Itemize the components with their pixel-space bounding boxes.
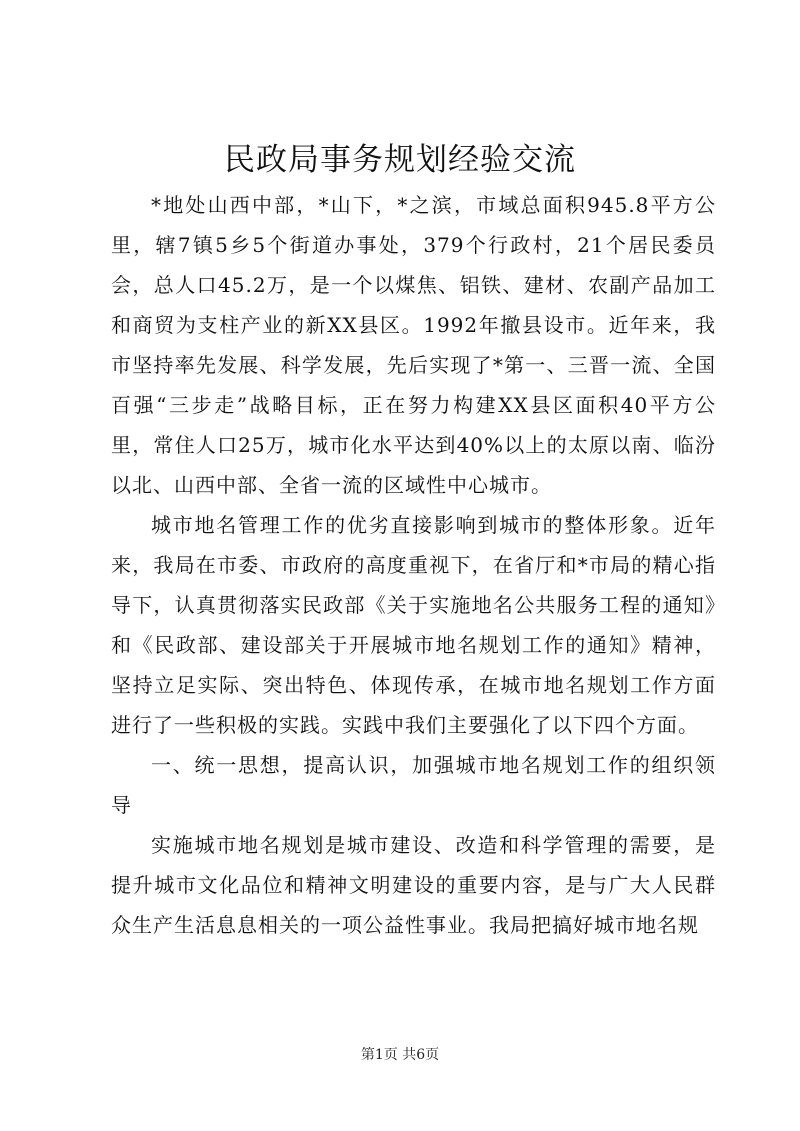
document-body [111, 185, 716, 945]
document-title: 民政局事务规划经验交流 [224, 142, 576, 178]
paragraph-planning: 实施城市地名规划是城市建设、改造和科学管理的需要，是提升城市文化品位和精神文明建设的重要内容，是与广大人民群众生产生活息息相关的一项公益性事业。我局把搞好城市地名规 [111, 833, 716, 937]
section-heading-1: 一、统一思想，提高认识，加强城市地名规划工作的组织领导 [111, 753, 716, 817]
paragraph-intro: *地处山西中部，*山下，*之滨，市域总面积945.8平方公里，辖7镇5乡5个街道办事处，379个行政村，21个居民委员会，总人口45.2万，是一个以煤焦、铝铁、建材、农副产品加工和商贸为支柱产业的新XX县区。1992年撤县设市。近年来，我市坚持率先发展、科学发展，先后实现了*第一、三晋一流、全国百强“三步走”战略目标，正在努力构建XX县区面积40平方公里，常住人口25万，城市化水平达到40%以上的太原以南、临汾以北、山西中部、全省一流的区域性中心城市。 [111, 193, 716, 497]
page-footer: 第1页 共6页 [360, 1047, 440, 1063]
paragraph-management: 城市地名管理工作的优劣直接影响到城市的整体形象。近年来，我局在市委、市政府的高度重视下，在省厅和*市局的精心指导下，认真贯彻落实民政部《关于实施地名公共服务工程的通知》和《民政部、建设部关于开展城市地名规划工作的通知》精神，坚持立足实际、突出特色、体现传承，在城市地名规划工作方面进行了一些积极的实践。实践中我们主要强化了以下四个方面。 [111, 513, 716, 737]
